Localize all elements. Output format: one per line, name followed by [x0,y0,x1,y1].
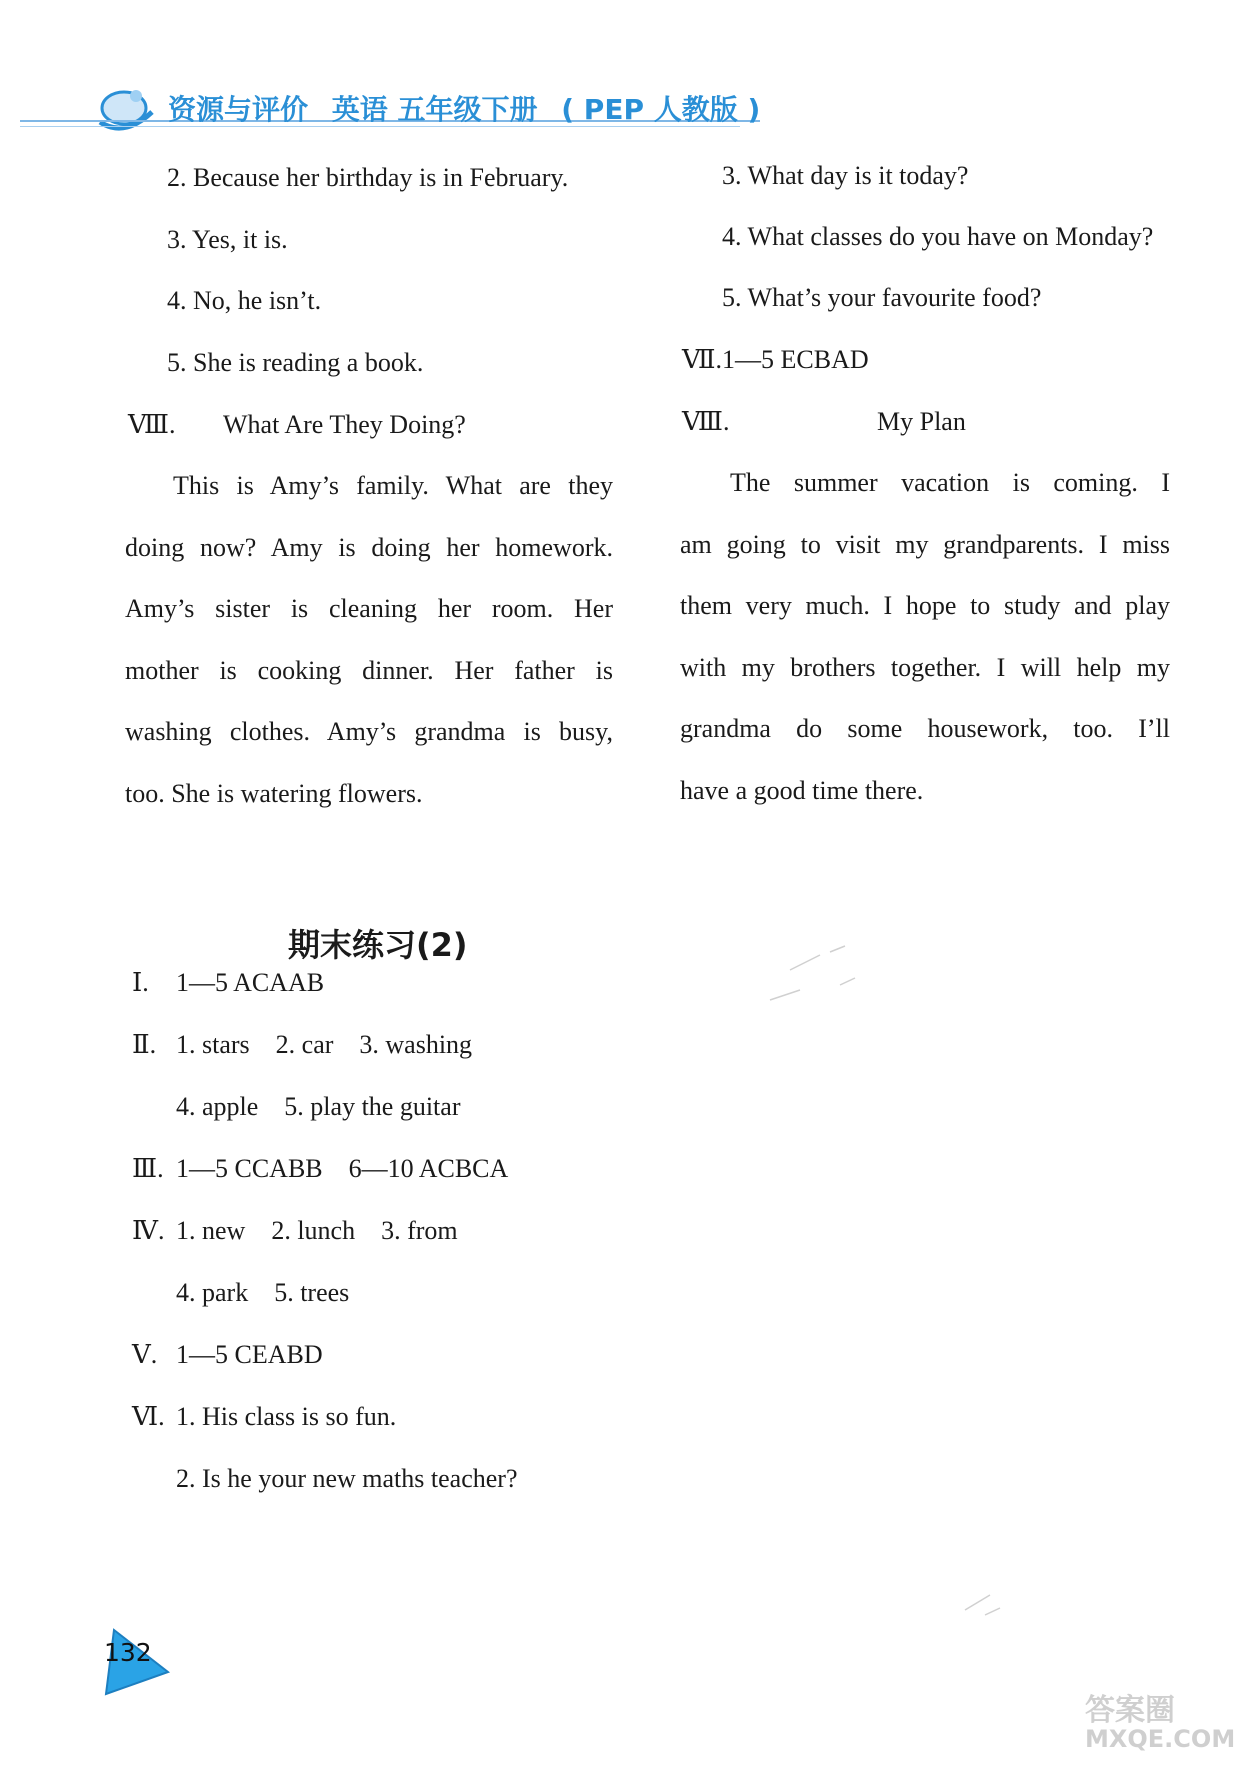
roman-numeral: Ⅳ. [132,1216,165,1245]
answer-row [132,1029,472,1060]
section-numeral: Ⅷ. [682,407,730,436]
answer-row [132,1091,460,1122]
answer-text: 2. Is he your new maths teacher? [176,1464,518,1493]
list-item: 2. Because her birthday is in February. [167,163,569,192]
list-item: 4. What classes do you have on Monday? [722,222,1154,251]
essay-line: washing clothes. Amy’s grandma is busy, [125,717,613,746]
roman-numeral: Ⅰ. [132,968,149,997]
essay-line: them very much. I hope to study and play [680,591,1170,620]
answer-row [132,1153,508,1184]
essay-line: have a good time there. [680,776,924,805]
list-item: 3. Yes, it is. [167,225,288,254]
answer-text: 1—5 ACAAB [176,968,325,997]
essay-line: too. She is watering flowers. [125,779,423,808]
essay-line: mother is cooking dinner. Her father is [125,656,613,685]
watermark-url: MXQE.COM [1085,1724,1235,1753]
essay-line: am going to visit my grandparents. I miss [680,530,1170,559]
answer-text: 4. park 5. trees [176,1278,350,1307]
answer-text: 1—5 CCABB 6—10 ACBCA [176,1154,509,1183]
watermark-logo: 答案圈 [1085,1693,1175,1728]
watermark [1085,1695,1235,1752]
essay-line: doing now? Amy is doing her homework. [125,533,613,562]
essay-title: What Are They Doing? [223,410,466,439]
roman-numeral: Ⅱ. [132,1030,157,1059]
answer-row [132,967,324,998]
answer-row [132,1463,517,1494]
essay-line: grandma do some housework, too. I’ll [680,714,1170,743]
answer-text: 1. new 2. lunch 3. from [176,1216,458,1245]
header-title [168,88,774,128]
page-number: 132 [104,1638,152,1667]
answer-row [132,1339,323,1370]
answer-line: 1—5 ECBAD [722,345,869,374]
pencil-mark-icon [760,940,880,1010]
answer-row [132,1277,349,1308]
pencil-mark-icon [960,1580,1020,1630]
header-edition: ( PEP 人教版 ) [561,93,761,126]
list-item: 5. What’s your favourite food? [722,283,1042,312]
essay-line: This is Amy’s family. What are they [173,471,613,500]
section-title: 期末练习(2) [288,926,468,964]
roman-numeral: Ⅲ. [132,1154,164,1183]
list-item: 3. What day is it today? [722,161,969,190]
essay-line: Amy’s sister is cleaning her room. Her [125,594,613,623]
answer-text: 1. stars 2. car 3. washing [176,1030,473,1059]
book-logo-icon [90,82,160,140]
header-subject: 英语 五年级下册 [331,93,538,126]
essay-title: My Plan [877,407,966,436]
answer-row [132,1215,458,1246]
list-item: 4. No, he isn’t. [167,286,322,315]
answer-text: 1. His class is so fun. [176,1402,397,1431]
roman-numeral: Ⅴ. [132,1340,158,1369]
page-header [20,80,780,140]
roman-numeral: Ⅵ. [132,1402,165,1431]
essay-line: with my brothers together. I will help my [680,653,1170,682]
essay-line: The summer vacation is coming. I [730,468,1170,497]
answer-text: 1—5 CEABD [176,1340,323,1369]
section-numeral: Ⅷ. [128,410,176,439]
header-brand: 资源与评价 [168,93,309,126]
answer-row [132,1401,396,1432]
answer-text: 4. apple 5. play the guitar [176,1092,461,1121]
section-numeral: Ⅶ. [682,345,723,374]
list-item: 5. She is reading a book. [167,348,424,377]
